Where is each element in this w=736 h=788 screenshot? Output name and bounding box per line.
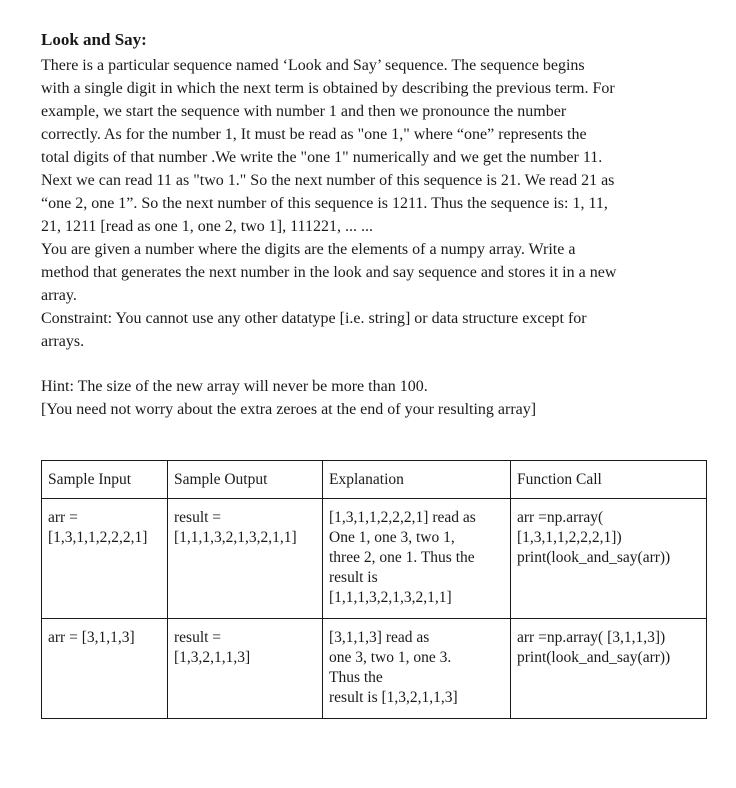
header-sample-input: Sample Input	[42, 461, 168, 499]
cell-explanation: [3,1,1,3] read as one 3, two 1, one 3. Thus the result is [1,3,2,1,1,3]	[323, 619, 511, 719]
spacer	[41, 353, 706, 375]
cell-sample-input: arr = [1,3,1,1,2,2,2,1]	[42, 499, 168, 619]
cell-function-call: arr =np.array( [3,1,1,3]) print(look_and_say(arr))	[511, 619, 707, 719]
sample-table	[41, 460, 707, 719]
note-text: [You need not worry about the extra zeroes at the end of your resulting array]	[41, 401, 537, 418]
cell-sample-output: result = [1,3,2,1,1,3]	[168, 619, 323, 719]
hint-text: Hint: The size of the new array will never be more than 100.	[41, 378, 428, 395]
problem-statement	[41, 29, 706, 421]
table-row	[42, 499, 707, 619]
table-row	[42, 619, 707, 719]
table-header-row	[42, 461, 707, 499]
problem-title: Look and Say:	[41, 30, 147, 49]
cell-sample-input: arr = [3,1,1,3]	[42, 619, 168, 719]
header-function-call: Function Call	[511, 461, 707, 499]
problem-paragraph-task: You are given a number where the digits are the elements of a numpy array. Write a method that generates the next number in the look and say sequence and stores it in a new array.	[41, 241, 617, 304]
cell-sample-output: result = [1,1,1,3,2,1,3,2,1,1]	[168, 499, 323, 619]
problem-paragraph-constraint: Constraint: You cannot use any other datatype [i.e. string] or data structure except for arrays.	[41, 310, 587, 350]
header-sample-output: Sample Output	[168, 461, 323, 499]
problem-paragraph-description: There is a particular sequence named ‘Look and Say’ sequence. The sequence begins with a single digit in which the next term is obtained by describing the previous term. For example, we start the sequence with number 1 and then we pronounce the number correctly. As for the number 1, It must be read as "one 1," where “one” represents the total digits of that number .We write the "one 1" numerically and we get the number 11. Next we can read 11 as "two 1." So the next number of this sequence is 21. We read 21 as “one 2, one 1”. So the next number of this sequence is 1211. Thus the sequence is: 1, 11, 21, 1211 [read as one 1, one 2, two 1], 111221, ... ...	[41, 57, 615, 235]
cell-explanation: [1,3,1,1,2,2,2,1] read as One 1, one 3, two 1, three 2, one 1. Thus the result is [1,1,1,3,2,1,3,2,1,1]	[323, 499, 511, 619]
header-explanation: Explanation	[323, 461, 511, 499]
cell-function-call: arr =np.array( [1,3,1,1,2,2,2,1]) print(look_and_say(arr))	[511, 499, 707, 619]
